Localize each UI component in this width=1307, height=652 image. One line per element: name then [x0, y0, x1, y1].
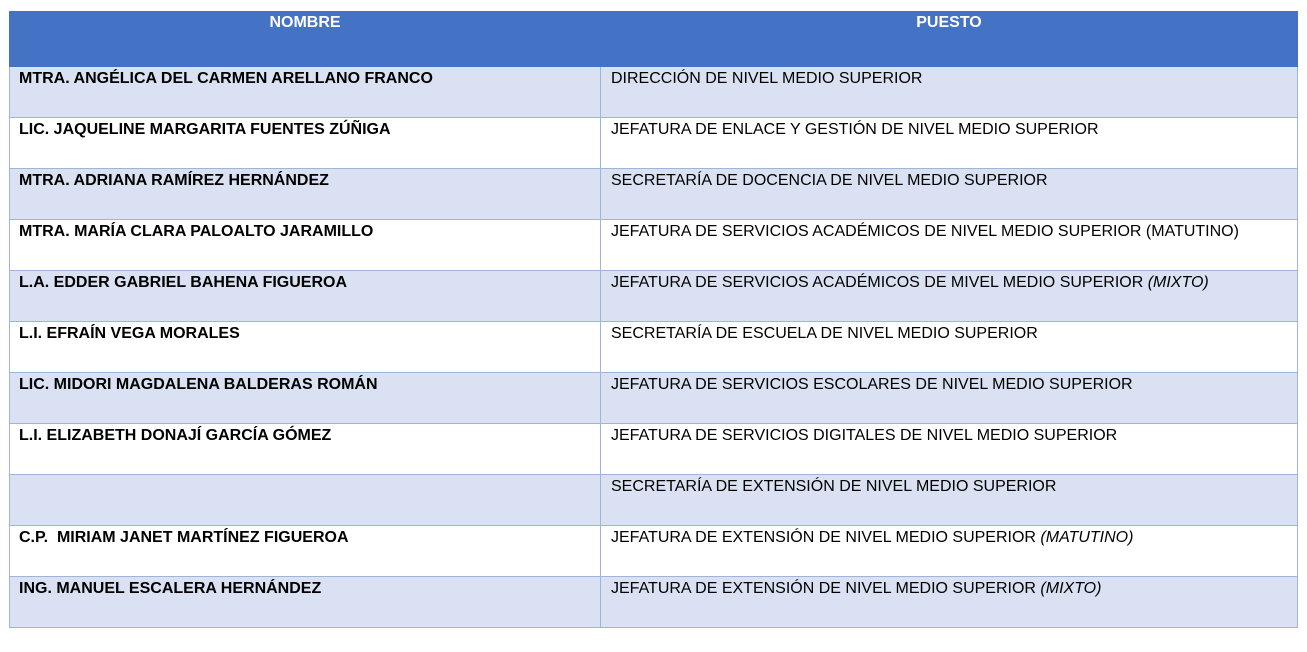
person-name: C.P. MIRIAM JANET MARTÍNEZ FIGUEROA: [10, 526, 601, 577]
person-name: ING. MANUEL ESCALERA HERNÁNDEZ: [10, 577, 601, 628]
person-name: MTRA. ANGÉLICA DEL CARMEN ARELLANO FRANCO: [10, 67, 601, 118]
position-title: JEFATURA DE SERVICIOS ESCOLARES DE NIVEL MEDIO SUPERIOR: [611, 376, 1133, 393]
person-name: [10, 475, 601, 526]
position-cell: [601, 322, 1298, 373]
position-title: DIRECCIÓN DE NIVEL MEDIO SUPERIOR: [611, 70, 923, 87]
position-title: SECRETARÍA DE DOCENCIA DE NIVEL MEDIO SUPERIOR: [611, 172, 1048, 189]
position-cell: [601, 526, 1298, 577]
position-title: SECRETARÍA DE EXTENSIÓN DE NIVEL MEDIO SUPERIOR: [611, 478, 1057, 495]
person-name: L.I. EFRAÍN VEGA MORALES: [10, 322, 601, 373]
position-qualifier: (MATUTINO): [1040, 529, 1134, 546]
position-cell: [601, 67, 1298, 118]
position-title: SECRETARÍA DE ESCUELA DE NIVEL MEDIO SUPERIOR: [611, 325, 1038, 342]
table-row: [10, 220, 1298, 271]
position-qualifier: (MIXTO): [1147, 274, 1209, 291]
column-header-name: NOMBRE: [10, 12, 601, 67]
table-row: [10, 526, 1298, 577]
position-title: JEFATURA DE EXTENSIÓN DE NIVEL MEDIO SUPERIOR: [611, 529, 1041, 546]
position-title: JEFATURA DE ENLACE Y GESTIÓN DE NIVEL MEDIO SUPERIOR: [611, 121, 1099, 138]
position-cell: [601, 169, 1298, 220]
position-cell: [601, 373, 1298, 424]
person-name: L.I. ELIZABETH DONAJÍ GARCÍA GÓMEZ: [10, 424, 601, 475]
position-title: JEFATURA DE SERVICIOS DIGITALES DE NIVEL MEDIO SUPERIOR: [611, 427, 1118, 444]
table-row: [10, 475, 1298, 526]
table-row: [10, 67, 1298, 118]
position-cell: [601, 220, 1298, 271]
table-row: [10, 118, 1298, 169]
person-name: L.A. EDDER GABRIEL BAHENA FIGUEROA: [10, 271, 601, 322]
position-qualifier: (MIXTO): [1040, 580, 1102, 597]
person-name: LIC. MIDORI MAGDALENA BALDERAS ROMÁN: [10, 373, 601, 424]
position-cell: [601, 577, 1298, 628]
person-name: MTRA. MARÍA CLARA PALOALTO JARAMILLO: [10, 220, 601, 271]
position-cell: [601, 424, 1298, 475]
table-row: [10, 373, 1298, 424]
staff-table-container: [9, 11, 1297, 628]
position-title: JEFATURA DE EXTENSIÓN DE NIVEL MEDIO SUPERIOR: [611, 580, 1041, 597]
table-row: [10, 577, 1298, 628]
staff-table: [9, 11, 1298, 628]
table-header-row: [10, 12, 1298, 67]
position-cell: [601, 118, 1298, 169]
table-row: [10, 169, 1298, 220]
person-name: LIC. JAQUELINE MARGARITA FUENTES ZÚÑIGA: [10, 118, 601, 169]
table-row: [10, 322, 1298, 373]
person-name: MTRA. ADRIANA RAMÍREZ HERNÁNDEZ: [10, 169, 601, 220]
column-header-post: PUESTO: [601, 12, 1298, 67]
table-row: [10, 271, 1298, 322]
position-cell: [601, 475, 1298, 526]
position-title: JEFATURA DE SERVICIOS ACADÉMICOS DE NIVEL MEDIO SUPERIOR (MATUTINO): [611, 223, 1239, 240]
position-title: JEFATURA DE SERVICIOS ACADÉMICOS DE MIVEL MEDIO SUPERIOR: [611, 274, 1148, 291]
position-cell: [601, 271, 1298, 322]
table-row: [10, 424, 1298, 475]
